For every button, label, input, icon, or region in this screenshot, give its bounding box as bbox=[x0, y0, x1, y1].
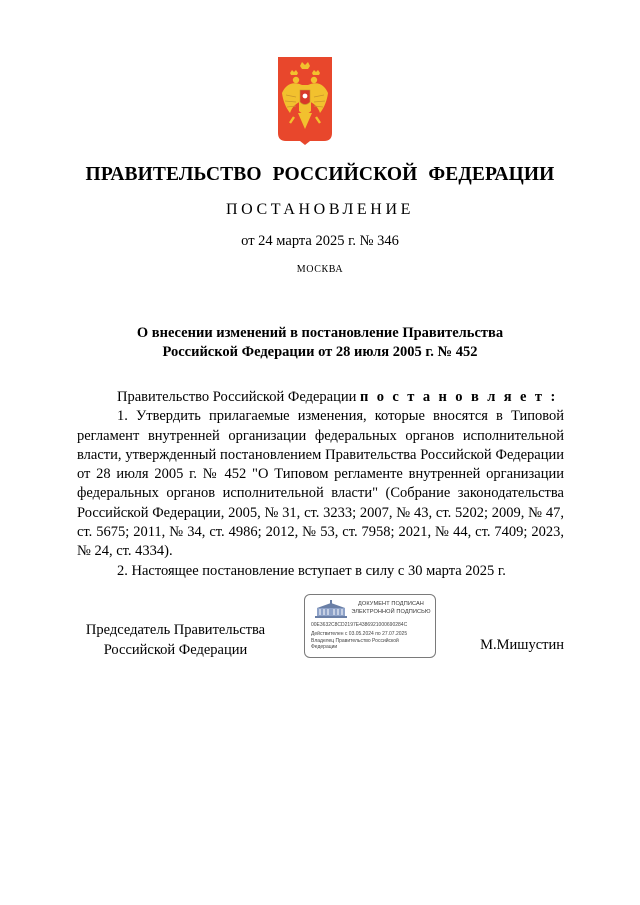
signatory-position bbox=[68, 621, 283, 660]
subject-line-2: Российской Федерации от 28 июля 2005 г. № 452 bbox=[162, 344, 478, 360]
signatory-position-line-1: Председатель Правительства bbox=[85, 622, 266, 638]
organization-title: ПРАВИТЕЛЬСТВО РОССИЙСКОЙ ФЕДЕРАЦИИ bbox=[85, 164, 555, 185]
preamble bbox=[77, 388, 564, 407]
electronic-signature-stamp bbox=[304, 594, 436, 658]
document-city: МОСКВА bbox=[296, 264, 344, 275]
coat-of-arms-icon bbox=[278, 57, 332, 145]
document-type: ПОСТАНОВЛЕНИЕ bbox=[226, 201, 414, 218]
stamp-validity: Действителен с 03.05.2024 по 27.07.2025 bbox=[311, 631, 408, 637]
signatory-name: М.Мишустин bbox=[480, 637, 564, 653]
preamble-text: Правительство Российской Федерации bbox=[117, 389, 360, 405]
stamp-title-line-1: ДОКУМЕНТ ПОДПИСАН bbox=[358, 601, 424, 607]
government-building-icon bbox=[311, 599, 351, 620]
stamp-owner-line-2: Федерации bbox=[311, 644, 338, 650]
stamp-title-line-2: ЭЛЕКТРОННОЙ ПОДПИСЬЮ bbox=[351, 608, 431, 615]
stamp-owner-line-1: Владелец Правительство Российской bbox=[311, 638, 399, 644]
document-subject bbox=[0, 324, 640, 362]
document-date-number: от 24 марта 2025 г. № 346 bbox=[241, 233, 399, 249]
stamp-certificate: 00E3632C8CD2197E4386921000690284C bbox=[311, 622, 408, 628]
document-body bbox=[77, 388, 564, 581]
body-item-2: 2. Настоящее постановление вступает в силу с 30 марта 2025 г. bbox=[117, 562, 506, 579]
signatory-position-line-2: Российской Федерации bbox=[103, 641, 248, 658]
preamble-verb: п о с т а н о в л я е т : bbox=[359, 389, 558, 405]
subject-line-1: О внесении изменений в постановление Правительства bbox=[136, 325, 504, 341]
stamp-title bbox=[347, 601, 435, 616]
body-item-1: 1. Утвердить прилагаемые изменения, которые вносятся в Типовой регламент внутренней организации федеральных органов исполнительной власти, утвержденный постановлением Правительства Российской Федерации от 28 июля 2005 г. № 452 "О Типовом регламенте внутренней организации федеральных органов исполнительной власти" (Собрание законодательства Российской Федерации, 2005, № 31, ст. 3233; 2007, № 43, ст. 5202; 2009, № 47, ст. 5675; 2011, № 34, ст. 4986; 2012, № 53, ст. 7958; 2021, № 44, ст. 7409; 2023, № 24, ст. 4334). bbox=[77, 408, 564, 560]
